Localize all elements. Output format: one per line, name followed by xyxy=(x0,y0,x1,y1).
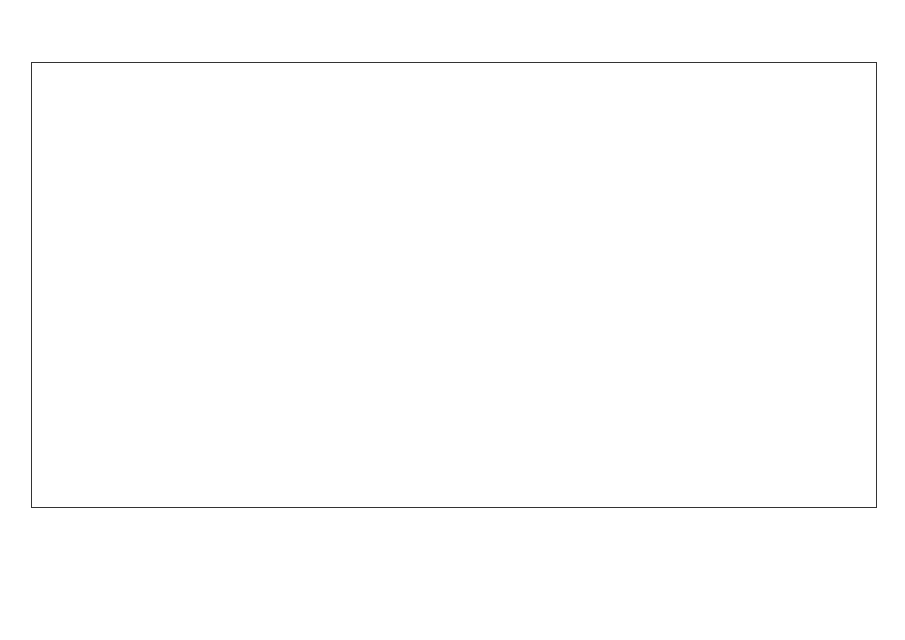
scan-noise xyxy=(0,4,905,10)
budget-table xyxy=(31,62,877,508)
